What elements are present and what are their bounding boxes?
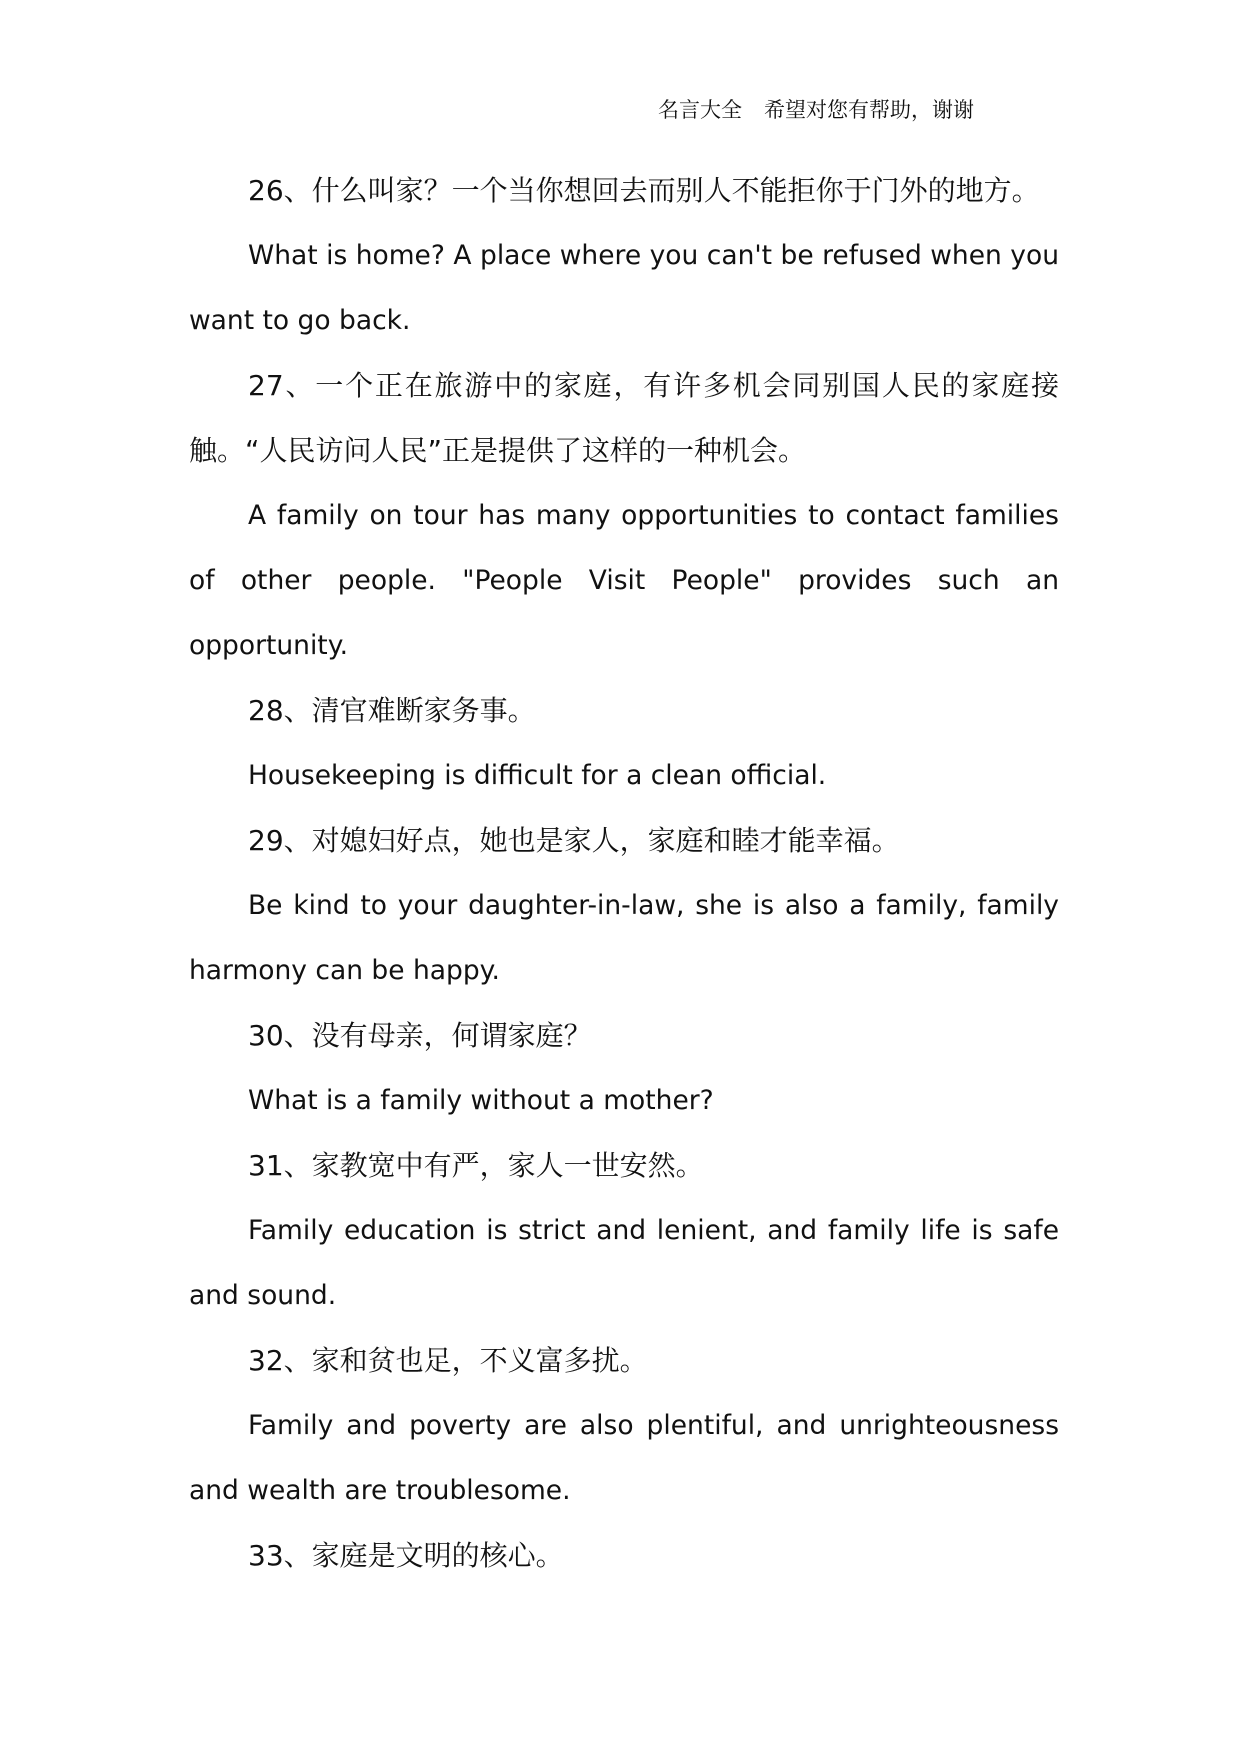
quote-31-zh: 31、家教宽中有严，家人一世安然。 bbox=[248, 1149, 704, 1182]
quote-list bbox=[189, 158, 1059, 1588]
quote-32-en: Family and poverty are also plentiful, and unrighteousness and wealth are troublesome. bbox=[189, 1410, 1059, 1506]
quote-29-en: Be kind to your daughter-in-law, she is also a family, family harmony can be happy. bbox=[189, 890, 1059, 986]
quote-30-en: What is a family without a mother? bbox=[248, 1085, 714, 1116]
quote-32-zh: 32、家和贫也足，不义富多扰。 bbox=[248, 1344, 648, 1377]
header-subtitle: 希望对您有帮助，谢谢 bbox=[764, 98, 974, 122]
quote-28-en: Housekeeping is difficult for a clean official. bbox=[248, 760, 827, 791]
quote-31-en: Family education is strict and lenient, and family life is safe and sound. bbox=[189, 1215, 1059, 1311]
quote-30-zh: 30、没有母亲，何谓家庭？ bbox=[248, 1019, 592, 1052]
quote-28-zh: 28、清官难断家务事。 bbox=[248, 694, 536, 727]
quote-27-en: A family on tour has many opportunities to contact families of other people. "People Visit People" provides such an opportunity. bbox=[189, 500, 1059, 661]
quote-29-zh: 29、对媳妇好点，她也是家人，家庭和睦才能幸福。 bbox=[248, 824, 900, 857]
quote-33-zh: 33、家庭是文明的核心。 bbox=[248, 1539, 564, 1572]
header-title: 名言大全 bbox=[658, 98, 742, 122]
quote-26-zh: 26、什么叫家？一个当你想回去而别人不能拒你于门外的地方。 bbox=[248, 174, 1040, 207]
quote-26-en: What is home? A place where you can't be refused when you want to go back. bbox=[189, 240, 1059, 336]
page-header bbox=[658, 96, 974, 124]
quote-27-zh: 27、一个正在旅游中的家庭，有许多机会同别国人民的家庭接触。“人民访问人民”正是提供了这样的一种机会。 bbox=[189, 369, 1059, 467]
